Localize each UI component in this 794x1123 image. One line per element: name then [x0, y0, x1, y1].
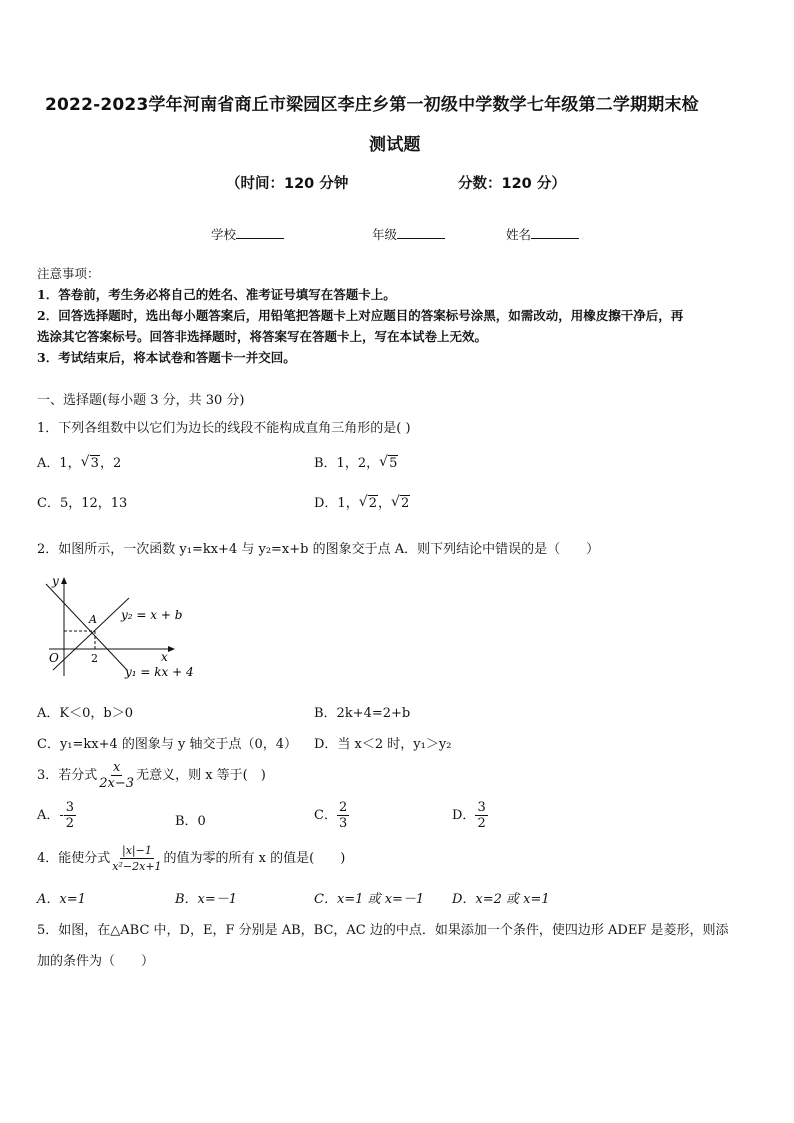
- q3-pre: 3．若分式: [37, 768, 98, 783]
- q2-option-b: B．2k+4=2+b: [314, 706, 411, 721]
- grade-field: [372, 225, 445, 243]
- q2-option-d: D．当 x＜2 时，y₁＞y₂: [314, 737, 452, 752]
- q4-post: 的值为零的所有 x 的值是( ): [163, 851, 346, 866]
- q4-pre: 4．能使分式: [37, 851, 111, 866]
- q1-stem: 1．下列各组数中以它们为边长的线段不能构成直角三角形的是( ): [37, 421, 411, 436]
- q4-option-a: A．x=1: [37, 892, 86, 907]
- origin-label: O: [49, 651, 59, 665]
- q1-d-pre: D．1，: [314, 496, 359, 511]
- q4-fraction: [110, 843, 163, 874]
- line-y1-label: y₁ = kx + 4: [125, 665, 194, 679]
- note-item-3: 3．考试结束后，将本试卷和答题卡一并交回。: [37, 350, 296, 365]
- q1-d-radicand-1: 2: [368, 496, 377, 511]
- q3-a-num: 3: [65, 800, 75, 815]
- y-axis-label: y: [52, 574, 59, 588]
- q3-post: 无意义，则 x 等于( ): [136, 768, 266, 783]
- q1-a-pre: A．1，: [37, 456, 81, 471]
- q3-d-den: 2: [477, 816, 486, 831]
- q4-option-d: D．x=2 或 x=1: [452, 892, 550, 907]
- section1-heading: 一、选择题(每小题 3 分，共 30 分): [37, 393, 245, 408]
- exam-title-line1: 2022-2023学年河南省商丘市梁园区李庄乡第一初级中学数学七年级第二学期期末检: [45, 95, 699, 115]
- exam-score: 分数：120 分）: [458, 176, 566, 192]
- school-field: [211, 225, 284, 243]
- q3-c-pre: C．: [314, 808, 337, 823]
- q3-d-num: 3: [477, 800, 486, 815]
- sqrt-symbol: √ 5: [379, 454, 398, 471]
- name-field: [506, 225, 579, 243]
- q1-b-pre: B．1，2，: [314, 456, 380, 471]
- q1-a-radicand: 3: [90, 456, 99, 471]
- exam-time: （时间：120 分钟: [226, 176, 349, 192]
- q2-stem: 2．如图所示，一次函数 y₁=kx+4 与 y₂=x+b 的图象交于点 A．则下列结论中错误的是（ ）: [37, 542, 600, 557]
- exam-title-line2: 测试题: [369, 135, 421, 155]
- q3-c-den: 3: [338, 816, 348, 831]
- q1-option-b: [314, 452, 398, 471]
- note-item-2: 2．回答选择题时，选出每小题答案后，用铅笔把答题卡上对应题目的答案标号涂黑，如需改动，用橡皮擦干净后，再: [37, 308, 684, 323]
- q4-option-c: C．x=1 或 x=－1: [314, 892, 425, 907]
- sqrt-symbol: √ 2: [391, 494, 410, 511]
- q4-stem: [37, 843, 345, 874]
- school-blank: [236, 226, 284, 239]
- q3-a-fraction: [64, 800, 76, 831]
- q5-stem-line2: 加的条件为（ ）: [37, 954, 155, 969]
- q5-stem-line1: 5．如图，在△ABC 中，D，E，F 分别是 AB，BC，AC 边的中点．如果添加一个条件，使四边形 ADEF 是菱形，则添: [37, 923, 729, 938]
- q3-denominator: 2x−3: [99, 776, 135, 791]
- q1-option-d: [314, 492, 410, 511]
- grade-blank: [397, 226, 445, 239]
- note-item-1: 1．答卷前，考生务必将自己的姓名、准考证号填写在答题卡上。: [37, 287, 396, 302]
- q3-c-fraction: [337, 800, 349, 831]
- q3-c-num: 2: [338, 800, 348, 815]
- q3-option-c: [314, 800, 349, 831]
- q3-stem: [37, 760, 266, 791]
- line-y2-label: y₂ = x + b: [121, 608, 183, 622]
- x-axis-label: x: [161, 650, 168, 664]
- q3-option-a: [37, 800, 76, 831]
- q4-denominator: x²−2x+1: [112, 860, 162, 873]
- note-item-2-cont: 选涂其它答案标号。回答非选择题时，将答案写在答题卡上，写在本试卷上无效。: [37, 329, 488, 344]
- school-label: 学校: [211, 227, 237, 242]
- q3-fraction: [97, 760, 136, 791]
- q4-option-b: B．x=－1: [175, 892, 238, 907]
- sqrt-symbol: √ 2: [358, 494, 377, 511]
- q1-b-radicand: 5: [389, 456, 398, 471]
- q3-numerator: x: [113, 760, 121, 775]
- q3-a-pre: A．-: [37, 808, 64, 823]
- q1-d-mid: ，: [377, 496, 391, 511]
- q1-d-radicand-2: 2: [401, 496, 410, 511]
- q3-d-pre: D．: [452, 808, 476, 823]
- q3-d-fraction: [475, 800, 487, 831]
- name-blank: [531, 226, 579, 239]
- name-label: 姓名: [506, 227, 532, 242]
- q2-option-a: A．K＜0，b＞0: [37, 706, 133, 721]
- notes-heading: 注意事项：: [37, 266, 100, 281]
- q4-numerator: |x|−1: [121, 844, 152, 857]
- q1-a-post: ，2: [99, 456, 122, 471]
- q3-option-d: [452, 800, 488, 831]
- q1-option-c: C．5，12，13: [37, 496, 128, 511]
- y-axis-arrow: [61, 577, 67, 584]
- grade-label: 年级: [372, 227, 398, 242]
- sqrt-symbol: √ 3: [80, 454, 99, 471]
- point-a-label: A: [89, 613, 97, 626]
- x-axis-arrow: [168, 646, 175, 652]
- q1-option-a: [37, 452, 121, 471]
- x-tick-label: 2: [91, 652, 98, 665]
- q2-function-graph: [37, 574, 207, 684]
- q3-a-den: 2: [65, 816, 75, 831]
- q2-option-c: C．y₁=kx+4 的图象与 y 轴交于点（0，4）: [37, 737, 298, 752]
- q3-option-b: B．0: [175, 814, 206, 829]
